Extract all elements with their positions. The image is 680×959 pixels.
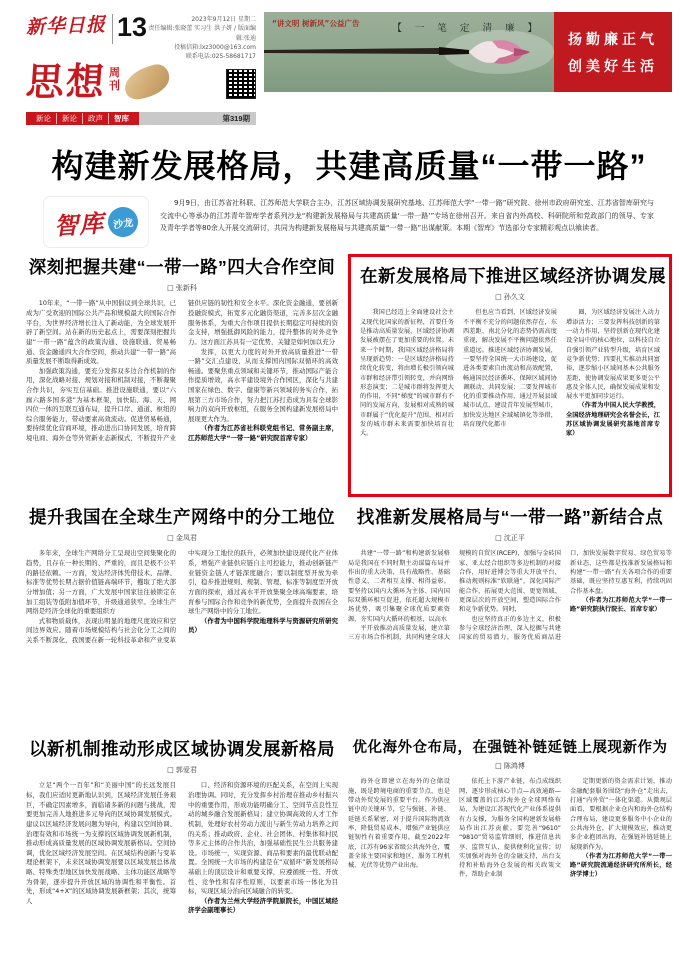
nav-item-zhengsheng: 政声 (82, 113, 108, 124)
qr-code-image (226, 69, 256, 99)
nav-item-zhiku: 智库 (108, 113, 134, 124)
author-attribution: （作者为江苏省社科联党组书记、常务副主席，江苏师范大学“一带一路”研究院首席专家） (188, 424, 338, 443)
masthead (26, 12, 256, 125)
article-body: 立足“两个一百年”和“美丽中国”的长远发展目标，我们应适时更新地认识到，区域经济发展任务艰巨，不确定因素增多，面临诸多新的问题与挑战，需要更加完善人地推进多元导向的区域协调发展模式。建议以区域经济发展问题为导向，构建以空间协调、治理有效和市场统一为支撑的区域协调发展新机制，推动形成高质量发展的区域协调发展新格局。空间协调，优化区域经济发展空间。在区域结构创新与变革理论框架下，未来区域协调发展要以区域发展总体战略、特殊类型地区加快发展战略、主体功能区战略等为骨架，逐步提升开放区域的协调性和平衡性。首先，形成“4+X”的区域协调发展新框架；其次，统筹人 口、经济和资源环境的匹配关系，在空间上实现治理协调。同时，充分发挥乡村治理在推动乡村振兴中的重要作用，形成功能明确分工、空间节点良性互动的城乡融合发展新格局；建立协调高效的人才工作机制，处理好农村劳动力流出与新生劳动力培养之间的关系；推动政府、企业、社会团体、村集体和村民等多元主体的合作共治，加强基础性民生公共服务建设。市场统一，实现资源、商品和要素的最优联动配置。全国统一大市场的构建是在“双循环”新发展格局基础上的顶层设计和重要支撑，应遵循统一性、开放性、竞争性和有序性原则，以要素市场一体化为目标，实现区域分治向区域融合的转变。 （作者为兰州大学经济学院原院长，中国区域经济学会副理事长） (26, 781, 338, 915)
badge-salon-label: 沙龙 (106, 206, 140, 240)
banner-line-1: 扬勤廉正气 (568, 30, 658, 47)
article-byline: □ 张新科 (167, 284, 197, 293)
pub-date: 2023年9月12日 星期二 (191, 16, 256, 23)
author-attribution: （作者为中国人民大学教授，全国经济地理研究会名誉会长，江苏区域协调发展研究基地首席专家） (566, 402, 660, 438)
article-body: 我国已经迈上全面建设社会主义现代化国家的新征程，首要任务是推动高质量发展，区域经济协调发展被摆在了更加重要的位置。未来一个时期，我国区域经济格局将呈现新趋势：一是区域经济格局持续优化转变，将由增长极引领向城市群和经济带引领转变，并向网络形态演变；二是城市群将发挥更大的作用，不同“梯度”的城市群有不同的发展方向，发展相对成熟的城市群属于“优化提升”范围，相对后发的城市群未来需要加快培育壮大。 但也应当看到，区域经济发展不平衡不充分的问题依然存在，东西差距、南北分化的态势仍需高度重视，解决发展不平衡问题依然任重道远。推进区域经济协调发展，一要坚持全国统一大市场建设，促进各类要素自由流动和高效配置，畅通国民经济循环，保障区域间协调联动、共同发展；二要发挥城市化的重要推动作用，通过开展县域城市试点，建设青年发展型城市，加快发达地区全域城镇化等举措，培育现代化都市 圈，为区域经济发展注入动力增添活力；三要发挥科技创新的第一动力作用，坚持创新在现代化建设全局中的核心地位，以科技自立自强引领产业转型升级，培育区域竞争新优势；四要扎实推动共同富裕，逐步缩小区域间基本公共服务差距，使协调发展成果更多更公平惠及全体人民，确保发展成果和发展水平更加同步运行。 （作者为中国人民大学教授，全国经济地理研究会名誉会长，江苏区域协调发展研究基地首席专家） (360, 309, 660, 438)
article-byline: □ 孙久文 (495, 293, 525, 302)
article-overseas-warehouse (348, 736, 672, 959)
intro-paragraph: 9月9日，由江苏省社科联、江苏师范大学联合主办，江苏区域协调发展研究基地、江苏师范大学“一带一路”研究院、徐州市政府研究室、江苏省智库研究与交流中心等承办的江苏青年智库学者系列沙龙“构建新发展格局与共建高质量‘一带一路’”专场在徐州召开。来自省内外高校、科研院所和党政部门的领导、专家及青年学者等80余人开展交流研讨，共同为构建新发展格局与共建高质量“一带一路”出谋献策。本期《智库》节选部分专家精彩观点以飨读者。 (160, 199, 654, 232)
section-navbar (26, 112, 256, 125)
author-attribution: （作者为江苏师范大学“一带一路”研究院流通经济研究所所长，经济学博士） (570, 852, 672, 879)
main-page-headline: 构建新发展格局，共建高质量“一带一路” (51, 148, 647, 185)
publication-info (147, 12, 256, 61)
pub-email: 投稿信箱:lxz3000@163.com (174, 43, 256, 51)
author-attribution: （作者为兰州大学经济学院原院长，中国区域经济学会副理事长） (188, 896, 338, 915)
pub-editors: 责任编辑:张晓蕾 实习生 洪子妍 / 版面编辑:张迪 (148, 25, 256, 42)
article-new-connection-point (348, 504, 672, 729)
banner-line-2: 创美好生活 (568, 57, 658, 74)
weekly-subtitle: 周 刊 (109, 66, 121, 93)
psa-label: “讲文明 树新风”公益广告 (272, 19, 360, 28)
badge-zhiku-label: 智库 (53, 208, 106, 241)
article-byline: □ 金凤君 (167, 534, 197, 543)
psa-banner-ad (264, 12, 672, 92)
nav-item-xinlun1: 新论 (36, 114, 51, 124)
article-headline: 以新机制推动形成区域协调发展新格局 (29, 739, 335, 760)
article-byline: □ 陈鸿博 (495, 762, 525, 771)
article-headline: 深刻把握共建“一带一路”四大合作空间 (28, 257, 336, 278)
paper-name-logo: 新华日报 (25, 13, 107, 39)
article-regional-coordination-highlighted (348, 254, 672, 497)
article-body: 10年来，“一带一路”从中国倡议到全球共识，已成为广受欢迎的国际公共产品和规模最大的国际合作平台，为世界经济增长注入了新动能，为全球发展开辟了新空间。站在新的历史起点上，需要深刻把握共建“一带一路”蕴含的政策沟通、设施联通、贸易畅通、资金融通四大合作空间，推动共建“一带一路”高质量发展不断取得新成效。 加强政策沟通，要充分发挥双多边合作机制的作用，深化战略对接、规划对接和机制对接，不断凝聚合作共识，夯实互信基础。推进设施联通，要以“六廊六路多国多港”为基本框架，加快陆、海、天、网四位一体的互联互通布局，提升口岸、通道、枢纽的综合服务能力，带动要素高效流动。促进贸易畅通，要持续优化营商环境，推动进出口协同发展，培育跨境电商、海外仓等外贸新业态新模式，不断提升产业链供应链的韧性和安全水平。深化资金融通，要创新投融资模式，拓宽多元化融资渠道，完善多层次金融服务体系，为重大合作项目提供长期稳定可持续的资金支持，增强抵御风险的能力，提升整体的对外竞争力。这方面江苏具有一定优势，关键是如何加以充分 发挥，以更大力度的对外开放高质量推进“一带一路”交汇点建设，从而支撑国内国际双循环的高效畅通。要聚焦重点领域和关键环节，推动国际产能合作提质增效，高水平建设境外合作园区，深化与共建国家在绿色、数字、健康等新兴领域的务实合作，拓展第三方市场合作，努力把江苏打造成为具有全球影响力的双向开放枢纽，在服务全国构建新发展格局中展现更大作为。 （作者为江苏省社科联党组书记、常务副主席，江苏师范大学“一带一路”研究院首席专家） (26, 299, 338, 443)
article-headline: 提升我国在全球生产网络中的分工地位 (29, 507, 335, 528)
page-number: 13 (117, 12, 148, 42)
author-attribution: （作者为中国科学院地理科学与资源研究所研究员） (188, 616, 338, 635)
article-body: 海外仓即建立在海外的仓储设施，既是跨境电商的重要节点，也是带动外贸发展的重要平台。作为供应链中的关键环节，它与强链、补链、延链关系紧密，对于提升国际物流效率、降低贸易成本、增强产业链供应链韧性有着重要作用。截至2022年底，江苏有96家省级公共海外仓，覆盖全球主要国家和地区，服务工程机械、光伏等优势产业出海。 依托上下游产业链，布点成线织网，逐步形成核心节点—高效通路—区域覆盖的江苏海外仓全球网络布局，为建设江苏现代化产业体系提供有力支撑，为服务全国构建新发展格局作出江苏贡献。要完善“9610”“9810”贸易监管细则，推进信息共享、监管互认，提供便利化宣传；切实加强对海外仓的金融支持，出台支持和补贴海外仓发展的相关政策文件，帮助企业制 定期更新的资金需求计划，推动金融配套服务围绕“海外仓”走出去，打通“内外贸”一体化渠道。从微观层面看，要根据企业仓内和海外仓结构合理布局，建设更多服务中小企业的公共海外仓，扩大规模效应，推动更多企业抱团出海，在强链补链延链上展现新作为。 （作者为江苏师范大学“一带一路”研究院流通经济研究所所长，经济学博士） (348, 778, 672, 879)
article-byline: □ 沈正平 (495, 534, 525, 543)
intro-section (44, 197, 654, 247)
banner-slogan: 【 一 笔 定 清 廉 】 (392, 23, 542, 34)
brush-decoration-art (121, 62, 173, 102)
nav-item-xinlun2: 新论 (56, 113, 82, 124)
article-headline: 找准新发展格局与“一带一路”新结合点 (356, 507, 664, 528)
article-body: 多年来，全球生产网络分工呈现出空间集聚化的趋势，且存在一种长期的、严重的，而且是极不公平的路径依赖。一方面，发达经济体凭借技术、品牌、标准等优势长期占据价值链高端环节，攫取了绝大部分增加值；另一方面，广大发展中国家往往被锁定在加工组装等低附加值环节，升级通道狭窄。全球生产网络是经济全球化的重要组织方 式和物质载体，表现出明显的地理尺度效应和空间边界效应。随着市场规模结构与社会化分工之间的关系不断深化，我国要在新一轮科技革命和产业变革中实现分工地位的跃升，必须加快建设现代化产业体系，增强产业链供应链自主可控能力，推动创新链产业链资金链人才链深度融合；要以制度型开放为牵引，稳步推进规则、规制、管理、标准等制度型开放方面的探索，通过高水平开放集聚全球高端要素，培育参与国际合作和竞争的新优势，全面提升我国在全球生产网络中的分工地位。 （作者为中国科学院地理科学与资源研究所研究员） (26, 549, 338, 644)
zhiku-salon-badge (44, 197, 148, 247)
masthead-divider (112, 14, 113, 44)
author-attribution: （作者为江苏师范大学“一带一路”研究院执行院长、首席专家） (570, 596, 672, 614)
article-new-mechanism (26, 736, 338, 959)
brush-lotus-art (264, 26, 554, 78)
article-production-network (26, 504, 338, 729)
banner-red-panel (554, 12, 672, 92)
issue-number: 第319期 (222, 114, 250, 124)
article-cooperation-space (26, 254, 338, 497)
article-headline: 优化海外仓布局，在强链补链延链上展现新作为 (352, 740, 668, 757)
pub-phone: 联系电话:025-58681717 (185, 53, 256, 61)
article-body: 共建“一带一路”和构建新发展格局是我国在不同时期主动谋篇布局并作出的重大决策，具有战略性、基础性意义，二者相互支撑、相得益彰。要坚持以国内大循环为主体、国内国际双循环相互促进，依托超大规模市场优势，吸引集聚全球优质要素资源，夯实国内大循环的根基，以高水 平开放推动高质量发展，建立第三方市场合作机制，共同构建全球大规模的自贸区(RCEP)，加强与金砖国家、亚太经合组织等多边机制的对接合作，用好进博会等重大开放平台，推动规则标准“软联通”，深化国际产能合作，拓展更大范围、更宽领域、更深层次的开放空间，塑造国际合作和竞争新优势。同时， 也应坚持真正的多边主义，积极参与全球经济治理，深入挖掘与共建国家的贸易潜力，服务优质商品进口，加快发展数字贸易、绿色贸易等新业态，这些都是找准新发展格局和构建“一带一路”有关各项合作的重要基础，既应坚持互惠互利，持续巩固合作基本盘。 （作者为江苏师范大学“一带一路”研究院执行院长、首席专家） (348, 550, 672, 642)
weekly-title: 思想 (24, 59, 108, 105)
article-headline: 在新发展格局下推进区域经济协调发展 (360, 266, 666, 287)
page-header (26, 12, 672, 125)
article-byline: □ 郭爱君 (167, 766, 197, 775)
